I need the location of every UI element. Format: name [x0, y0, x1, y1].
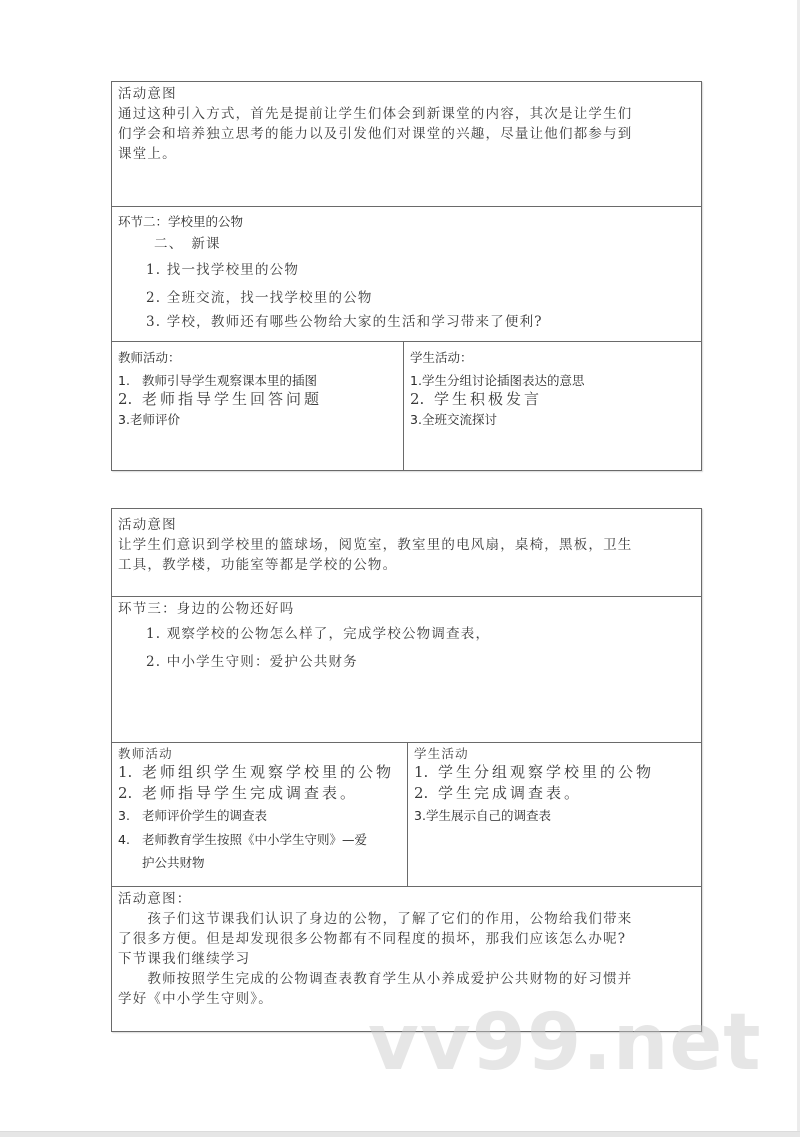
teacher-activity-item: 2. 老师指导学生完成调查表。 [118, 784, 359, 802]
section-title: 环节二：学校里的公物 [118, 214, 244, 229]
student-activity-cell [403, 342, 701, 470]
student-activity-item: 1. 学生分组观察学校里的公物 [414, 763, 655, 781]
watermark: vv99.net [368, 998, 762, 1088]
page-bottom-edge [0, 1131, 800, 1137]
student-activity-item: 2. 学生完成调查表。 [414, 784, 583, 802]
activity-intent-line: 课堂上。 [118, 146, 177, 162]
lesson-table-2 [111, 508, 702, 1032]
closing-intent-line: 教师按照学生完成的公物调查表教育学生从小养成爱护公共财物的好习惯并 [118, 971, 633, 987]
section-item: 2. 全班交流，找一找学校里的公物 [146, 290, 373, 306]
section-item: 2. 中小学生守则：爱护公共财务 [146, 654, 358, 670]
student-activity-cell [407, 743, 701, 886]
teacher-activity-item: 2. 老师指导学生回答问题 [118, 390, 323, 408]
teacher-activity-item: 3.老师评价 [118, 412, 180, 427]
activity-intent-line: 们学会和培养独立思考的能力以及引发他们对课堂的兴趣，尽量让他们都参与到 [118, 126, 633, 142]
section-item: 1. 观察学校的公物怎么样了，完成学校公物调查表， [146, 626, 491, 642]
teacher-activity-title: 教师活动： [118, 350, 181, 365]
activity-intent-title: 活动意图 [118, 86, 177, 102]
section-title: 环节三：身边的公物还好吗 [118, 601, 295, 617]
activities-row [112, 341, 701, 470]
activity-intent-cell [112, 82, 701, 206]
closing-intent-line: 学好《中小学生守则》。 [118, 991, 273, 1007]
section-row [112, 206, 701, 341]
activity-intent-line: 通过这种引入方式，首先是提前让学生们体会到新课堂的内容，其次是让学生们 [118, 106, 633, 122]
section-row [112, 596, 701, 742]
section-subtitle: 二、 新课 [154, 236, 221, 252]
student-activity-item: 3.全班交流探讨 [410, 412, 497, 427]
activity-intent-line: 工具，教学楼，功能室等都是学校的公物。 [118, 557, 398, 573]
student-activity-item: 1.学生分组讨论插图表达的意思 [410, 373, 585, 388]
closing-intent-line: 了很多方便。但是却发现很多公物都有不同程度的损坏，那我们应该怎么办呢? [118, 931, 627, 947]
section-cell [112, 207, 701, 341]
lesson-table-1 [111, 81, 702, 471]
activity-intent-title: 活动意图 [118, 517, 177, 533]
teacher-activity-item: 1. 教师引导学生观察课本里的插图 [118, 373, 318, 388]
teacher-activity-item: 护公共财物 [142, 855, 205, 870]
activity-intent-cell [112, 509, 701, 596]
student-activity-title: 学生活动 [414, 746, 469, 761]
activity-intent-line: 让学生们意识到学校里的篮球场，阅览室，教室里的电风扇，桌椅，黑板，卫生 [118, 537, 633, 553]
student-activity-title: 学生活动： [410, 350, 473, 365]
teacher-activity-cell [112, 743, 407, 886]
teacher-activity-cell [112, 342, 403, 470]
activity-intent-row [112, 82, 701, 206]
section-item: 3. 学校，教师还有哪些公物给大家的生活和学习带来了便利? [146, 314, 543, 330]
teacher-activity-item: 4. 老师教育学生按照《中小学生守则》—爱 [118, 832, 368, 847]
activities-row [112, 742, 701, 886]
activity-intent-row [112, 509, 701, 596]
student-activity-item: 3.学生展示自己的调查表 [414, 808, 551, 823]
closing-intent-row [112, 886, 701, 1031]
student-activity-item: 2. 学生积极发言 [410, 390, 543, 408]
section-item: 1. 找一找学校里的公物 [146, 262, 300, 278]
closing-intent-line: 下节课我们继续学习 [118, 951, 251, 967]
closing-intent-cell [112, 887, 701, 1031]
teacher-activity-item: 1. 老师组织学生观察学校里的公物 [118, 763, 395, 781]
teacher-activity-title: 教师活动 [118, 746, 173, 761]
teacher-activity-item: 3. 老师评价学生的调查表 [118, 808, 268, 823]
section-cell [112, 597, 701, 742]
closing-intent-line: 孩子们这节课我们认识了身边的公物，了解了它们的作用，公物给我们带来 [118, 911, 633, 927]
closing-intent-title: 活动意图： [118, 891, 192, 907]
